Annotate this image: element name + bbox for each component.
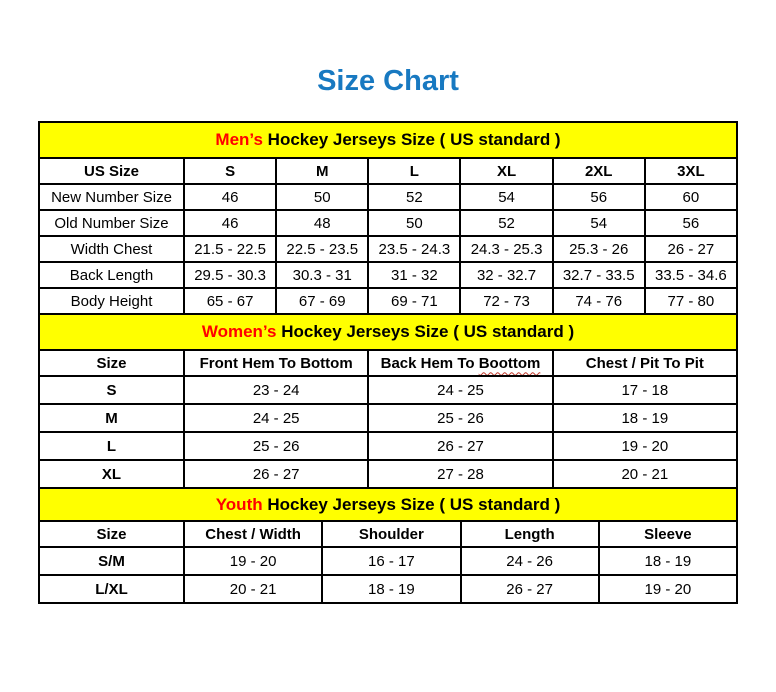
cell: 24 - 26 <box>461 547 599 575</box>
table-row-women-l <box>39 432 737 460</box>
mens-col-header-us-size: US Size <box>39 158 184 184</box>
row-label: S <box>39 376 184 404</box>
row-label: Width Chest <box>39 236 184 262</box>
cell: 48 <box>276 210 368 236</box>
womens-col-header-front-hem: Front Hem To Bottom <box>184 350 368 376</box>
cell: 26 - 27 <box>645 236 737 262</box>
womens-col-header-chest-pit: Chest / Pit To Pit <box>553 350 737 376</box>
cell: 22.5 - 23.5 <box>276 236 368 262</box>
youth-section-title-highlight: Youth <box>215 494 263 514</box>
table-row-old-number-size <box>39 210 737 236</box>
cell: 18 - 19 <box>599 547 737 575</box>
mens-col-header-3xl: 3XL <box>645 158 737 184</box>
cell: 21.5 - 22.5 <box>184 236 276 262</box>
cell: 77 - 80 <box>645 288 737 314</box>
table-row-new-number-size <box>39 184 737 210</box>
back-hem-prefix: Back Hem To <box>380 354 479 372</box>
youth-header-row <box>39 521 737 547</box>
cell: 20 - 21 <box>553 460 737 488</box>
cell: 29.5 - 30.3 <box>184 262 276 288</box>
row-label: New Number Size <box>39 184 184 210</box>
table-row-women-m <box>39 404 737 432</box>
page-title: Size Chart <box>317 65 459 97</box>
youth-section-band <box>39 488 737 521</box>
cell: 18 - 19 <box>553 404 737 432</box>
table-row-youth-lxl <box>39 575 737 603</box>
cell: 56 <box>645 210 737 236</box>
table-row-back-length <box>39 262 737 288</box>
womens-section-title <box>39 314 737 350</box>
womens-section-title-rest: Hockey Jerseys Size ( US standard ) <box>276 322 575 341</box>
mens-col-header-2xl: 2XL <box>553 158 645 184</box>
cell: 26 - 27 <box>368 432 552 460</box>
cell: 30.3 - 31 <box>276 262 368 288</box>
cell: 24 - 25 <box>184 404 368 432</box>
row-label: L/XL <box>39 575 184 603</box>
cell: 17 - 18 <box>553 376 737 404</box>
youth-col-header-size: Size <box>39 521 184 547</box>
womens-col-header-size: Size <box>39 350 184 376</box>
cell: 50 <box>276 184 368 210</box>
youth-col-header-sleeve: Sleeve <box>599 521 737 547</box>
mens-header-row <box>39 158 737 184</box>
cell: 19 - 20 <box>184 547 322 575</box>
cell: 56 <box>553 184 645 210</box>
cell: 27 - 28 <box>368 460 552 488</box>
cell: 19 - 20 <box>599 575 737 603</box>
mens-section-title-rest: Hockey Jerseys Size ( US standard ) <box>262 130 561 149</box>
row-label: Old Number Size <box>39 210 184 236</box>
mens-col-header-l: L <box>368 158 460 184</box>
womens-header-row <box>39 350 737 376</box>
table-row-women-s <box>39 376 737 404</box>
cell: 60 <box>645 184 737 210</box>
cell: 25.3 - 26 <box>553 236 645 262</box>
youth-section-title <box>39 488 737 521</box>
row-label: Body Height <box>39 288 184 314</box>
table-row-width-chest <box>39 236 737 262</box>
cell: 16 - 17 <box>322 547 460 575</box>
cell: 52 <box>460 210 552 236</box>
womens-section-title-highlight: Women’s <box>201 322 277 341</box>
mens-col-header-s: S <box>184 158 276 184</box>
row-label: L <box>39 432 184 460</box>
cell: 24 - 25 <box>368 376 552 404</box>
row-label: M <box>39 404 184 432</box>
cell: 54 <box>553 210 645 236</box>
cell: 26 - 27 <box>461 575 599 603</box>
cell: 23.5 - 24.3 <box>368 236 460 262</box>
cell: 72 - 73 <box>460 288 552 314</box>
back-hem-misspelled-word: Boottom <box>478 354 541 372</box>
cell: 19 - 20 <box>553 432 737 460</box>
cell: 32 - 32.7 <box>460 262 552 288</box>
cell: 31 - 32 <box>368 262 460 288</box>
cell: 52 <box>368 184 460 210</box>
youth-size-table <box>38 487 738 604</box>
womens-col-header-back-hem <box>368 350 552 376</box>
row-label: XL <box>39 460 184 488</box>
mens-col-header-xl: XL <box>460 158 552 184</box>
youth-col-header-shoulder: Shoulder <box>322 521 460 547</box>
youth-section-title-rest: Hockey Jerseys Size ( US standard ) <box>262 494 561 514</box>
cell: 46 <box>184 184 276 210</box>
row-label: Back Length <box>39 262 184 288</box>
youth-col-header-chest-width: Chest / Width <box>184 521 322 547</box>
cell: 23 - 24 <box>184 376 368 404</box>
mens-size-table <box>38 121 738 315</box>
row-label: S/M <box>39 547 184 575</box>
cell: 65 - 67 <box>184 288 276 314</box>
mens-col-header-m: M <box>276 158 368 184</box>
table-row-youth-sm <box>39 547 737 575</box>
size-chart-container <box>38 121 738 604</box>
cell: 18 - 19 <box>322 575 460 603</box>
womens-section-band <box>39 314 737 350</box>
cell: 25 - 26 <box>368 404 552 432</box>
cell: 54 <box>460 184 552 210</box>
cell: 74 - 76 <box>553 288 645 314</box>
mens-section-title <box>39 122 737 158</box>
cell: 33.5 - 34.6 <box>645 262 737 288</box>
cell: 69 - 71 <box>368 288 460 314</box>
cell: 50 <box>368 210 460 236</box>
mens-section-band <box>39 122 737 158</box>
womens-size-table <box>38 313 738 489</box>
cell: 20 - 21 <box>184 575 322 603</box>
cell: 25 - 26 <box>184 432 368 460</box>
cell: 32.7 - 33.5 <box>553 262 645 288</box>
cell: 24.3 - 25.3 <box>460 236 552 262</box>
cell: 26 - 27 <box>184 460 368 488</box>
cell: 67 - 69 <box>276 288 368 314</box>
mens-section-title-highlight: Men’s <box>215 130 263 149</box>
table-row-body-height <box>39 288 737 314</box>
cell: 46 <box>184 210 276 236</box>
youth-col-header-length: Length <box>461 521 599 547</box>
table-row-women-xl <box>39 460 737 488</box>
